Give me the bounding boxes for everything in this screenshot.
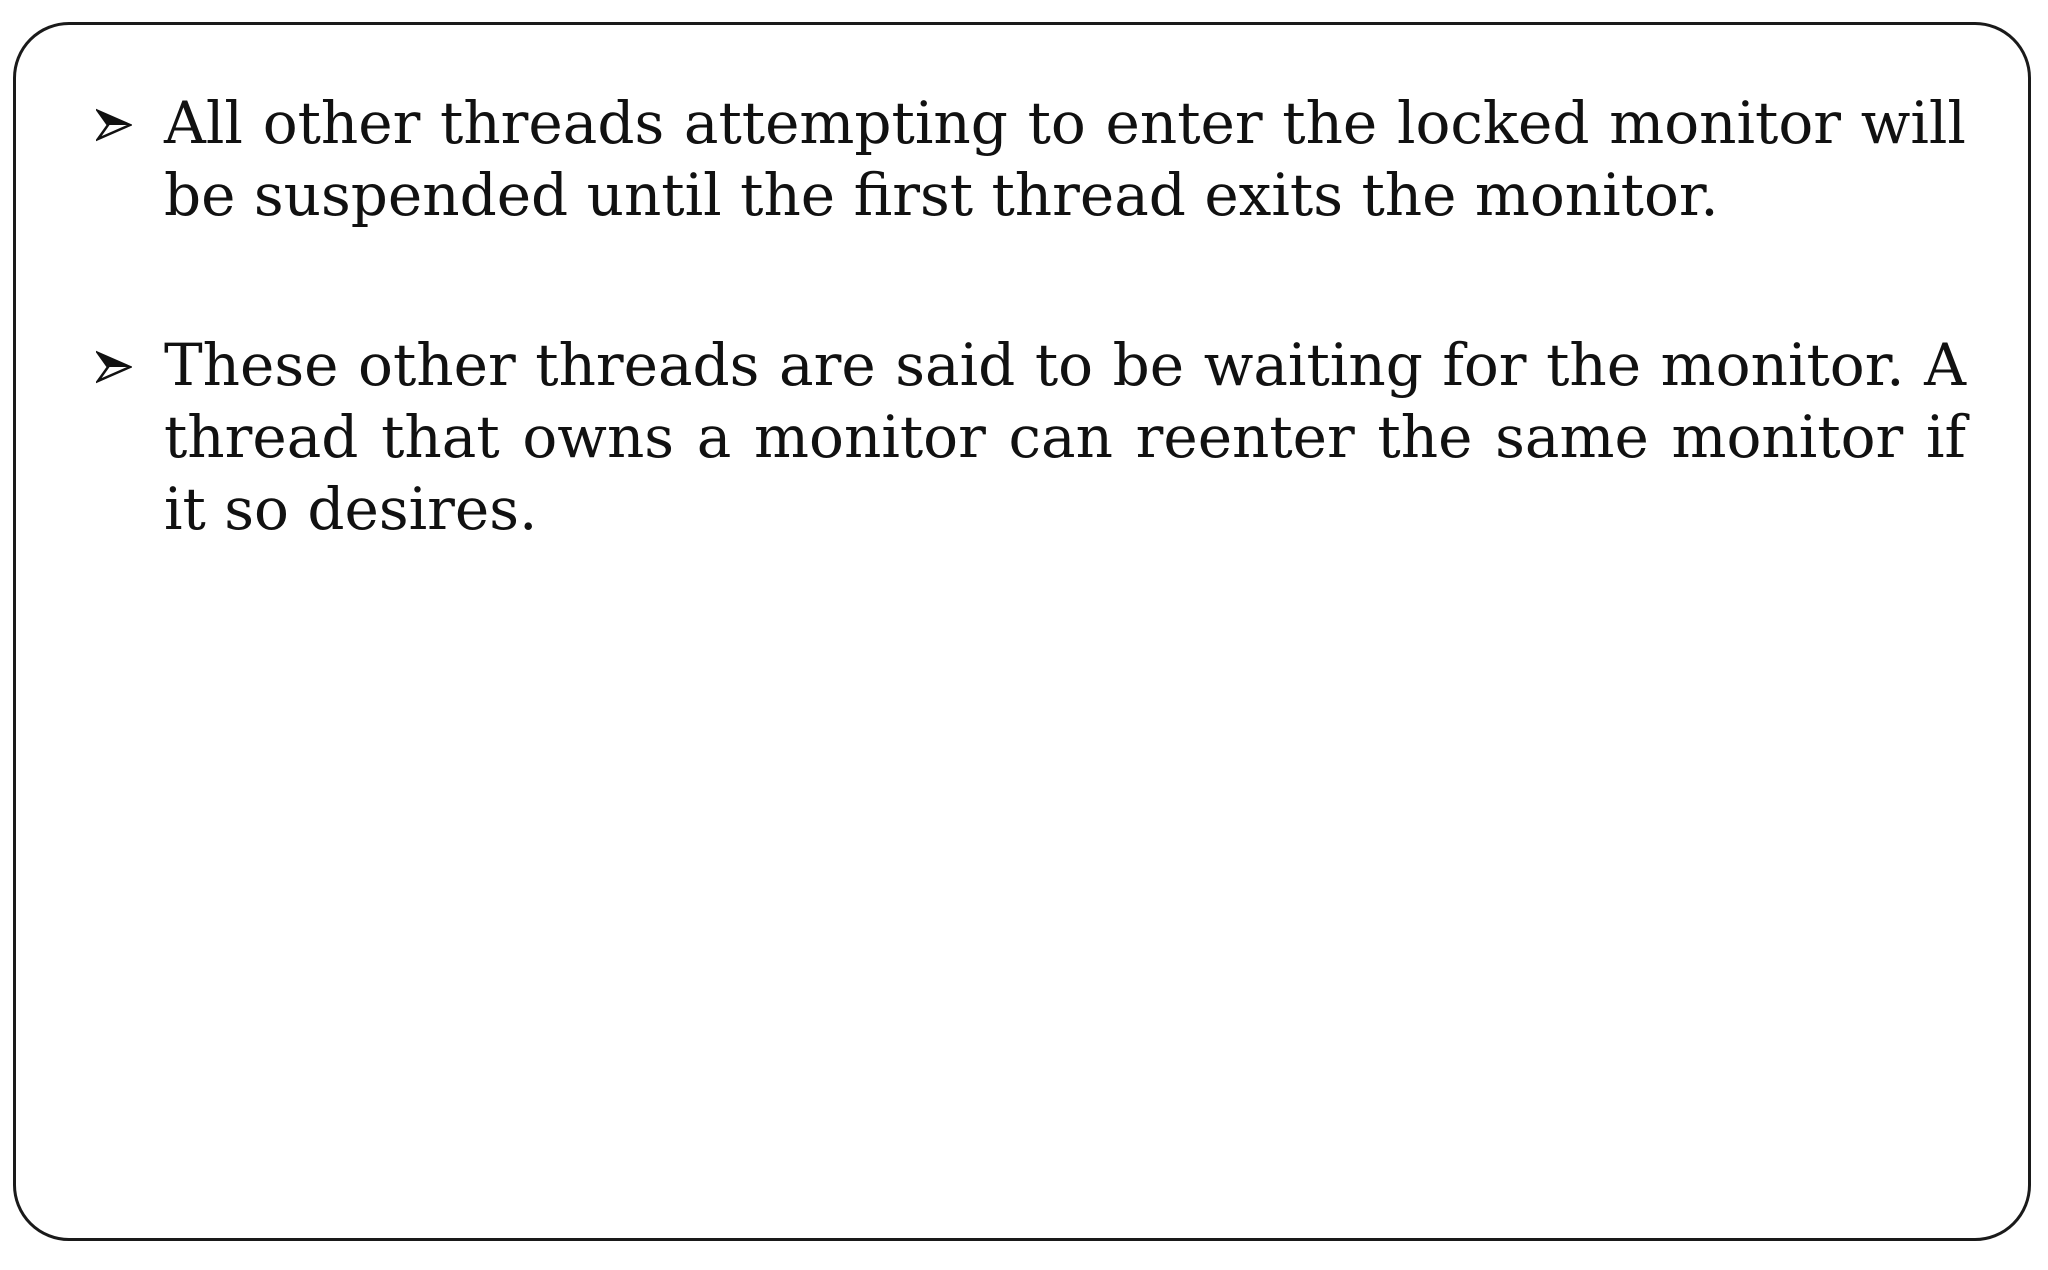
bullet-text: All other threads attempting to enter the locked monitor will be suspended until the first thread exits the monitor.	[164, 89, 1966, 229]
slide-frame	[13, 22, 2031, 1241]
arrowhead-bullet-icon	[96, 107, 132, 143]
arrowhead-bullet-icon	[96, 349, 132, 385]
bullet-text: These other threads are said to be waiting for the monitor. A thread that owns a monitor can reenter the same monitor if it so desires.	[164, 331, 1966, 543]
